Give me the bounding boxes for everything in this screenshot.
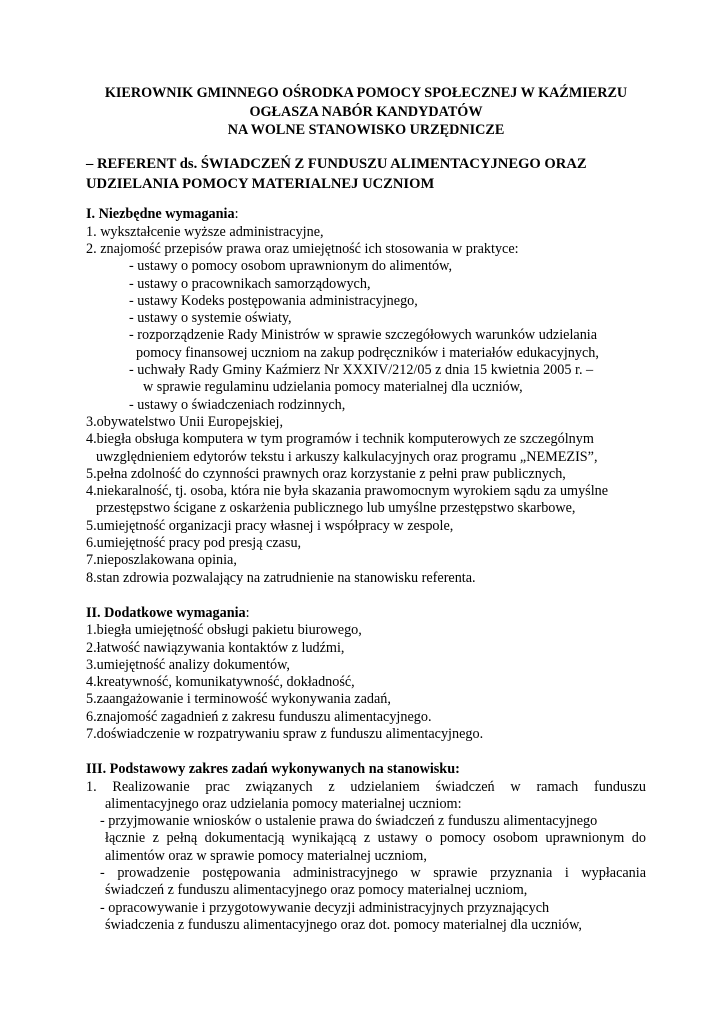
section-heading: III. Podstawowy zakres zadań wykonywanych na stanowisku: xyxy=(86,761,460,778)
list-item: - opracowywanie i przygotowywanie decyzji administracyjnych przyznających xyxy=(100,899,550,916)
list-item: 1. Realizowanie prac związanych z udzielaniem świadczeń w ramach funduszu xyxy=(86,778,646,795)
list-item: 8.stan zdrowia pozwalający na zatrudnienie na stanowisku referenta. xyxy=(86,569,476,586)
list-item: - ustawy Kodeks postępowania administracyjnego, xyxy=(129,292,418,309)
section-duties xyxy=(86,761,646,934)
list-item-continuation: łącznie z pełną dokumentacją wynikającą z ustawy o pomocy osobom uprawnionym do xyxy=(105,830,646,847)
list-item: - przyjmowanie wniosków o ustalenie prawa do świadczeń z funduszu alimentacyjnego xyxy=(100,813,598,830)
section-heading: II. Dodatkowe wymagania: xyxy=(86,604,250,621)
list-item: 4.niekaralność, tj. osoba, która nie była skazania prawomocnym wyrokiem sądu za umyślne xyxy=(86,483,609,500)
header-line-3: NA WOLNE STANOWISKO URZĘDNICZE xyxy=(227,122,505,139)
list-item-continuation: przestępstwo ścigane z oskarżenia publicznego lub umyślne przestępstwo skarbowe, xyxy=(96,500,576,517)
position-title xyxy=(86,155,646,195)
list-item: 5.umiejętność organizacji pracy własnej i współpracy w zespole, xyxy=(86,517,454,534)
list-item-continuation: alimentacyjnego oraz udzielania pomocy materialnej uczniom: xyxy=(105,795,462,812)
position-title-line-2: UDZIELANIA POMOCY MATERIALNEJ UCZNIOM xyxy=(86,175,435,192)
list-item: 6.umiejętność pracy pod presją czasu, xyxy=(86,535,302,552)
list-item: - ustawy o pomocy osobom uprawnionym do alimentów, xyxy=(129,258,452,275)
list-item: 2.łatwość nawiązywania kontaktów z ludźmi, xyxy=(86,639,345,656)
list-item-continuation: świadczeń z funduszu alimentacyjnego oraz pomocy materialnej uczniom, xyxy=(105,882,528,899)
announcement-page xyxy=(86,84,646,934)
list-item: - prowadzenie postępowania administracyjnego w sprawie przyznania i wypłacania xyxy=(100,865,646,882)
list-item: 1. wykształcenie wyższe administracyjne, xyxy=(86,223,324,240)
position-title-line-1: – REFERENT ds. ŚWIADCZEŃ Z FUNDUSZU ALIMENTACYJNEGO ORAZ xyxy=(86,155,587,172)
list-item: 3.umiejętność analizy dokumentów, xyxy=(86,656,290,673)
list-item: 7.doświadczenie w rozpatrywaniu spraw z funduszu alimentacyjnego. xyxy=(86,725,484,742)
list-item-continuation: świadczenia z funduszu alimentacyjnego oraz dot. pomocy materialnej dla uczniów, xyxy=(105,916,582,933)
list-item: 3.obywatelstwo Unii Europejskiej, xyxy=(86,413,284,430)
list-item-continuation: alimentów oraz w sprawie pomocy materialnej uczniom, xyxy=(105,847,427,864)
list-item: 7.nieposzlakowana opinia, xyxy=(86,552,237,569)
list-item: - uchwały Rady Gminy Kaźmierz Nr XXXIV/212/05 z dnia 15 kwietnia 2005 r. – xyxy=(129,362,594,379)
section-required xyxy=(86,206,646,587)
list-item-continuation: pomocy finansowej uczniom na zakup podręczników i materiałów edukacyjnych, xyxy=(136,344,599,361)
list-item-continuation: uwzględnieniem edytorów tekstu i arkuszy kalkulacyjnych oraz programu „NEMEZIS”, xyxy=(96,448,598,465)
list-item: 4.biegła obsługa komputera w tym programów i technik komputerowych ze szczególnym xyxy=(86,431,594,448)
list-item: 1.biegła umiejętność obsługi pakietu biurowego, xyxy=(86,622,362,639)
list-item: - rozporządzenie Rady Ministrów w sprawie szczegółowych warunków udzielania xyxy=(129,327,598,344)
list-item: 4.kreatywność, komunikatywność, dokładność, xyxy=(86,674,355,691)
list-item: 6.znajomość zagadnień z zakresu funduszu alimentacyjnego. xyxy=(86,708,432,725)
list-item: 2. znajomość przepisów prawa oraz umiejętność ich stosowania w praktyce: xyxy=(86,240,519,257)
list-item: - ustawy o systemie oświaty, xyxy=(129,310,292,327)
list-item: 5.pełna zdolność do czynności prawnych oraz korzystanie z pełni praw publicznych, xyxy=(86,465,566,482)
list-item: - ustawy o świadczeniach rodzinnych, xyxy=(129,396,346,413)
list-item-continuation: w sprawie regulaminu udzielania pomocy materialnej dla uczniów, xyxy=(143,379,523,396)
announcement-header xyxy=(86,84,646,140)
header-line-2: OGŁASZA NABÓR KANDYDATÓW xyxy=(249,103,483,120)
section-additional xyxy=(86,605,646,743)
list-item: 5.zaangażowanie i terminowość wykonywania zadań, xyxy=(86,691,391,708)
section-heading: I. Niezbędne wymagania: xyxy=(86,206,239,223)
list-item: - ustawy o pracownikach samorządowych, xyxy=(129,275,371,292)
header-line-1: KIEROWNIK GMINNEGO OŚRODKA POMOCY SPOŁECZNEJ W KAŹMIERZU xyxy=(104,85,628,101)
